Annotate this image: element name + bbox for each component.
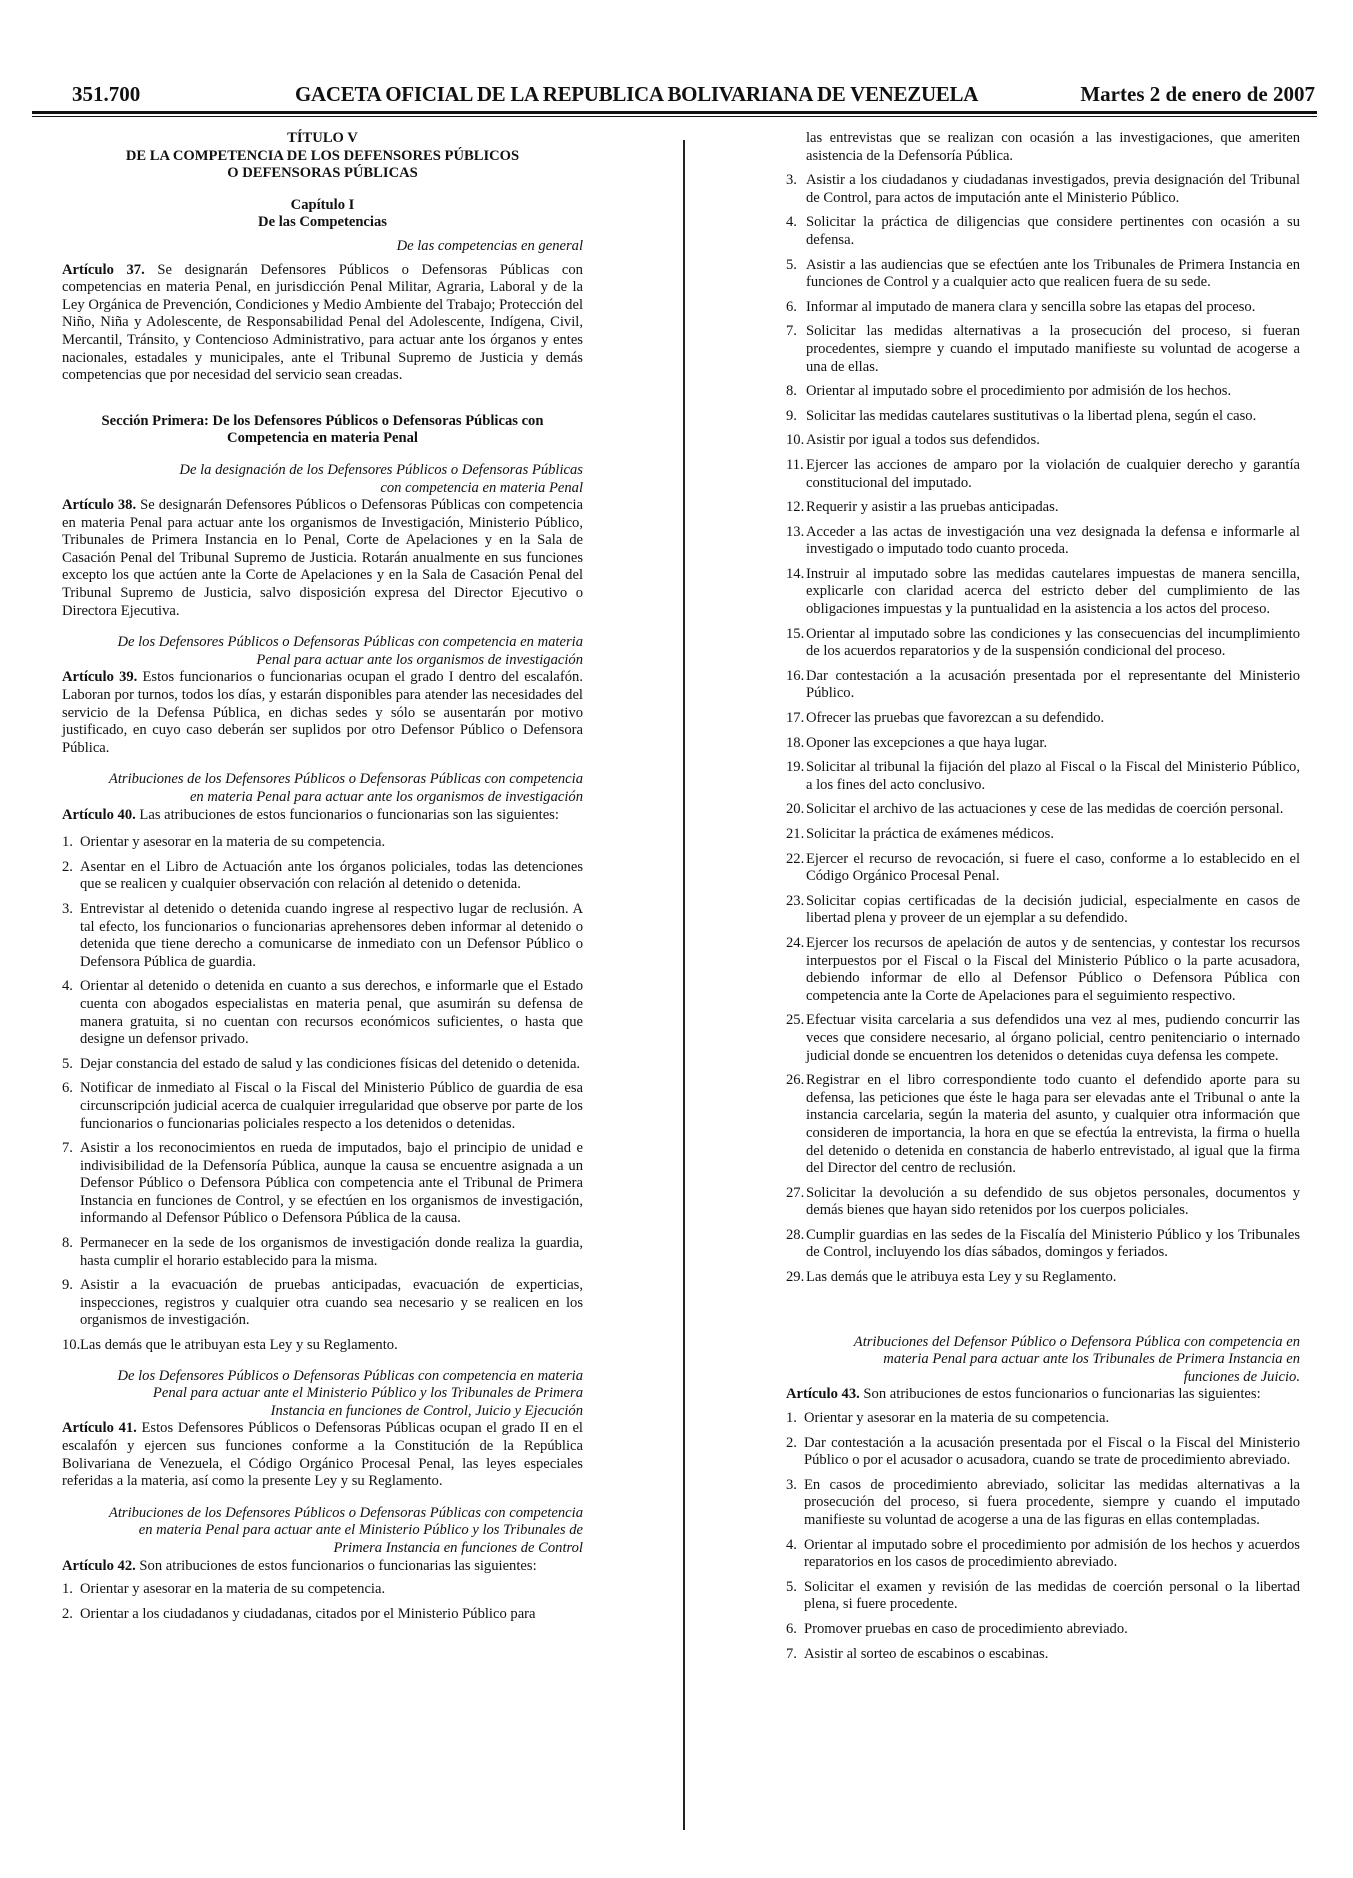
list-item-text: Registrar en el libro correspondiente todo cuanto el defendido aporte para su defensa, las peticiones que éste le haga para ser elevadas ante el Tribunal o ante la instancia carcelaria, según la materia del asunto, y cualquier otra información que consideren de importancia, la hora en que se efectúa la entrevista, la firma o huella del detenido o detenida en constancia de haberlo entrevistado, al igual que la firma del Director del centro de reclusión. <box>806 1072 1300 1177</box>
titulo-heading: TÍTULO V <box>287 130 358 146</box>
list-item-number: 8. <box>62 1235 73 1252</box>
list-item-text: Asistir al sorteo de escabinos o escabinas. <box>804 1645 1049 1662</box>
list-item-text: Instruir al imputado sobre las medidas cautelares impuestas de manera sencilla, explicarle con claridad acerca del estricto deber del cumplimiento de las obligaciones impuestas y la puntualidad en la asistencia a los actos del proceso. <box>806 565 1300 618</box>
list-item <box>786 735 1300 753</box>
list-item-number: 14. <box>786 565 805 582</box>
list-item <box>786 1579 1300 1614</box>
list-item <box>786 524 1300 559</box>
article-41 <box>62 1420 583 1490</box>
list-item-text: Dar contestación a la acusación presentada por el representante del Ministerio Público. <box>806 667 1300 702</box>
titulo-subheading-2: O DEFENSORAS PÚBLICAS <box>227 165 418 182</box>
list-item-text: Orientar al imputado sobre las condiciones y las consecuencias del incumplimiento de los acuerdos reparatorios y de la suspensión condicional del proceso. <box>806 625 1300 660</box>
article-label: Artículo 43. <box>786 1386 860 1403</box>
list-item-number: 8. <box>786 383 797 400</box>
rubric-art37: De las competencias en general <box>396 237 583 254</box>
list-item <box>786 851 1300 886</box>
column-divider <box>683 140 685 1830</box>
list-item-text: Solicitar las medidas cautelares sustitutivas o la libertad plena, según el caso. <box>806 407 1257 424</box>
article-40 <box>62 807 583 825</box>
list-item-number: 4. <box>786 1536 797 1553</box>
list-item-number: 2. <box>786 1434 797 1451</box>
list-item-number: 1. <box>786 1410 797 1427</box>
list-item-number: 6. <box>62 1080 73 1097</box>
article-42 <box>62 1558 583 1576</box>
article-43 <box>786 1386 1300 1404</box>
article-label: Artículo 40. <box>62 806 136 823</box>
list-item-number: 4. <box>62 978 73 995</box>
list-item-text: Asistir a los ciudadanos y ciudadanas investigados, previa designación del Tribunal de Control, para actos de imputación ante el Ministerio Público. <box>806 172 1300 206</box>
list-item-number: 4. <box>786 214 797 231</box>
list-item-number: 16. <box>786 667 805 684</box>
article-43-list <box>786 1410 1300 1663</box>
list-item-text: Solicitar la práctica de diligencias que considere pertinentes con ocasión a su defensa. <box>806 214 1300 248</box>
page-number: 351.700 <box>72 82 141 106</box>
list-item-number: 7. <box>62 1140 73 1157</box>
list-item-text: Notificar de inmediato al Fiscal o la Fiscal del Ministerio Público de guardia de esa circunscripción judicial acerca de cualquier irregularidad que observe por parte de los funcionarios o funcionarias policiales respecto a los detenidos o detenidas. <box>80 1080 583 1132</box>
section-heading: Sección Primera: De los Defensores Públicos o Defensoras Públicas con <box>101 412 544 429</box>
list-item <box>62 1606 583 1624</box>
list-item-number: 9. <box>62 1277 73 1294</box>
list-item <box>786 1621 1300 1639</box>
list-item <box>786 408 1300 426</box>
rubric-art41-3: Instancia en funciones de Control, Juicio y Ejecución <box>270 1402 583 1419</box>
list-item <box>62 1080 583 1133</box>
article-42-list-continued <box>786 172 1300 1286</box>
list-item-text: Ofrecer las pruebas que favorezcan a su defendido. <box>806 710 1105 727</box>
list-item <box>62 1056 583 1074</box>
list-item <box>62 1337 583 1355</box>
list-item <box>786 383 1300 401</box>
article-label: Artículo 38. <box>62 497 137 514</box>
list-item-text: Permanecer en la sede de los organismos de investigación donde realiza la guardia, hasta cumplir el horario establecido para la misma. <box>80 1235 583 1269</box>
article-text: Se designarán Defensores Públicos o Defensoras Públicas con competencias en materia Penal, en jurisdicción Penal Militar, Agraria, Laboral y de la Ley Orgánica de Prevención, Condiciones y Medio Ambiente del Trabajo; Protección del Niño, Niña y Adolescente, de Responsabilidad Penal del Adolescente, Indígena, Civil, Mercantil, Tránsito, y Contencioso Administrativo, para actuar ante los órganos y entes nacionales, estadales y municipales, ante el Tribunal Supremo de Justicia y demás competencias que por necesidad del servicio sean creadas. <box>62 261 583 384</box>
rubric-art39-2: Penal para actuar ante los organismos de investigación <box>256 651 583 668</box>
list-item-number: 23. <box>786 892 805 909</box>
list-item <box>62 1235 583 1270</box>
article-text: Son atribuciones de estos funcionarios o funcionarias las siguientes: <box>135 1557 537 1574</box>
rubric-art42: Atribuciones de los Defensores Públicos o Defensoras Públicas con competencia <box>108 1504 583 1521</box>
article-label: Artículo 41. <box>62 1420 137 1437</box>
list-item-number: 26. <box>786 1072 805 1089</box>
rubric-art40: Atribuciones de los Defensores Públicos o Defensoras Públicas con competencia <box>108 771 583 788</box>
rubric-art43-2: materia Penal para actuar ante los Tribunales de Primera Instancia en <box>883 1351 1300 1368</box>
gazette-header <box>40 82 1315 108</box>
list-item <box>786 172 1300 207</box>
list-item-text: Orientar al detenido o detenida en cuanto a sus derechos, e informarle que el Estado cuenta con abogados especialistas en materia penal, que asumirán su defensa de manera gratuita, si no cuentan con recursos económicos suficientes, o hasta que designe un defensor privado. <box>80 978 583 1048</box>
titulo-subheading: DE LA COMPETENCIA DE LOS DEFENSORES PÚBLICOS <box>125 147 520 164</box>
article-label: Artículo 39. <box>62 669 138 686</box>
list-item <box>786 499 1300 517</box>
article-38 <box>62 497 583 620</box>
right-column <box>786 130 1300 1670</box>
article-text: Son atribuciones de estos funcionarios o funcionarias las siguientes: <box>859 1386 1261 1403</box>
list-item-text: Dar contestación a la acusación presentada por el Fiscal o la Fiscal del Ministerio Público o por el acusador o acusadora, cuando se trate de procedimiento abreviado. <box>804 1434 1300 1469</box>
list-item-number: 12. <box>786 499 805 516</box>
article-label: Artículo 37. <box>62 261 145 278</box>
list-item <box>62 834 583 852</box>
list-item <box>786 1477 1300 1530</box>
list-item-number: 10. <box>786 432 805 449</box>
list-item-text: Solicitar al tribunal la fijación del plazo al Fiscal o la Fiscal del Ministerio Público, a los fines del acto conclusivo. <box>806 759 1300 793</box>
list-item <box>786 299 1300 317</box>
list-item-number: 15. <box>786 625 805 642</box>
list-item-number: 11. <box>786 456 804 473</box>
rubric-art41-2: Penal para actuar ante el Ministerio Público y los Tribunales de Primera <box>152 1385 583 1402</box>
list-item-number: 20. <box>786 801 805 818</box>
list-item-number: 6. <box>786 1620 797 1637</box>
list-item-number: 3. <box>786 1476 797 1493</box>
list-item <box>62 1140 583 1228</box>
list-item-number: 25. <box>786 1012 805 1029</box>
list-item-number: 1. <box>62 834 73 851</box>
list-item-text: Promover pruebas en caso de procedimiento abreviado. <box>804 1620 1128 1637</box>
capitulo-subheading: De las Competencias <box>258 214 387 231</box>
article-text: Estos funcionarios o funcionarias ocupan el grado I dentro del escalafón. Laboran por turnos, todos los días, y estarán disponibles para atender las necesidades del servicio de la Defensa Pública, en dichas sedes y sólo se ausentarán por motivo justificado, en cuyo caso deberán ser suplidos por otro Defensor Público o Defensora Pública. <box>62 669 583 756</box>
list-item-text: Orientar al imputado sobre el procedimiento por admisión de los hechos. <box>806 383 1232 400</box>
rubric-art38: De la designación de los Defensores Públicos o Defensoras Públicas <box>179 461 583 478</box>
list-item-text: Asentar en el Libro de Actuación ante los órganos policiales, todas las detenciones que se realicen y cualquier observación con relación al detenido o detenida. <box>80 858 583 893</box>
list-item <box>62 1581 583 1599</box>
list-item <box>786 1646 1300 1664</box>
article-text: Las atribuciones de estos funcionarios o funcionarias son las siguientes: <box>135 806 559 823</box>
header-rule-thin <box>32 116 1317 117</box>
rubric-art38-2: con competencia en materia Penal <box>380 479 583 496</box>
list-item <box>786 1537 1300 1572</box>
left-column <box>62 130 583 1630</box>
article-text: Estos Defensores Públicos o Defensoras Públicas ocupan el grado II en el escalafón y ejercen sus funciones conforme a la Constitución de la República Bolivariana de Venezuela, el Código Orgánico Procesal Penal, las leyes especiales referidas a la materia, así como la presente Ley y su Reglamento. <box>62 1420 583 1490</box>
list-item-number: 5. <box>62 1055 73 1072</box>
list-item <box>786 1012 1300 1065</box>
rubric-art42-2: en materia Penal para actuar ante el Ministerio Público y los Tribunales de <box>138 1522 583 1539</box>
list-item-text: Orientar y asesorar en la materia de su competencia. <box>804 1410 1110 1427</box>
list-item <box>786 710 1300 728</box>
list-item <box>786 759 1300 794</box>
list-item-text: Orientar a los ciudadanos y ciudadanas, citados por el Ministerio Público para <box>80 1605 536 1622</box>
list-item-text: Orientar al imputado sobre el procedimiento por admisión de los hechos y acuerdos reparatorios en los casos de procedimiento abreviado. <box>804 1536 1300 1571</box>
rubric-art39: De los Defensores Públicos o Defensoras Públicas con competencia en materia <box>117 634 583 651</box>
rubric-art42-3: Primera Instancia en funciones de Control <box>333 1539 583 1556</box>
section-heading-2: Competencia en materia Penal <box>227 430 418 447</box>
capitulo-heading: Capítulo I <box>290 196 355 213</box>
list-item-number: 3. <box>62 900 73 917</box>
list-item-text: Ejercer el recurso de revocación, si fuere el caso, conforme a lo establecido en el Código Orgánico Procesal Penal. <box>806 850 1300 885</box>
list-item-text: Ejercer los recursos de apelación de autos y de sentencias, y contestar los recursos interpuestos por el Fiscal o la Fiscal del Ministerio Público o la parte acusadora, debiendo informar de ello al Defensor Público o Defensora Pública con competencia ante la Corte de Apelaciones para el seguimiento respectivo. <box>806 934 1300 1004</box>
list-item <box>786 935 1300 1005</box>
list-item-text: Solicitar el examen y revisión de las medidas de coerción personal o la libertad plena, si fuere procedente. <box>804 1578 1300 1613</box>
rubric-art43-3: funciones de Juicio. <box>1183 1368 1300 1385</box>
list-item-number: 7. <box>786 1645 797 1662</box>
rubric-art40-2: en materia Penal para actuar ante los organismos de investigación <box>189 789 583 805</box>
list-item-text: Requerir y asistir a las pruebas anticipadas. <box>806 499 1059 516</box>
list-item-text: Efectuar visita carcelaria a sus defendidos una vez al mes, pudiendo concurrir las veces que considere necesario, al órgano policial, centro penitenciario o internado judicial donde se encuentren los detenidos o detenidas cuya defensa les compete. <box>806 1012 1300 1064</box>
article-40-list <box>62 834 583 1354</box>
list-item-text: Las demás que le atribuya esta Ley y su Reglamento. <box>806 1269 1117 1286</box>
list-item-number: 5. <box>786 1578 797 1595</box>
article-text: Se designarán Defensores Públicos o Defensoras Públicas con competencia en materia Penal para actuar ante los organismos de Investigación, Ministerio Público, Tribunales de Primera Instancia en lo Penal, Corte de Apelaciones y en la Sala de Casación Penal del Tribunal Supremo de Justicia. Rotarán anualmente en sus funciones excepto los que actúen ante la Corte de Apelaciones y en la Sala de Casación Penal del Tribunal Supremo de Justicia, salvo disposición expresa del Director Ejecutivo o Directora Ejecutiva. <box>62 497 583 619</box>
list-item-text: Acceder a las actas de investigación una vez designada la defensa e informarle al investigado o imputado todo cuanto proceda. <box>806 523 1300 558</box>
list-item-number: 13. <box>786 523 805 540</box>
list-item-text: Informar al imputado de manera clara y sencilla sobre las etapas del proceso. <box>806 298 1256 315</box>
list-item-number: 19. <box>786 759 805 776</box>
header-rule <box>32 111 1317 114</box>
list-item-number: 27. <box>786 1184 805 1201</box>
list-item <box>786 1269 1300 1287</box>
list-item <box>62 859 583 894</box>
list-item-text: Solicitar la práctica de exámenes médicos. <box>806 826 1054 842</box>
rubric-art43: Atribuciones del Defensor Público o Defensora Pública con competencia en <box>853 1333 1300 1350</box>
list-item-text: Entrevistar al detenido o detenida cuando ingrese al respectivo lugar de reclusión. A tal efecto, los funcionarios o funcionarias aprehensores deben informar al detenido o detenida que tiene derecho a comunicarse de inmediato con un Defensor Público o Defensora Pública de guardia. <box>80 900 583 970</box>
list-item-text: Asistir a las audiencias que se efectúen ante los Tribunales de Primera Instancia en funciones de Control y a cualquier acto que realicen fuera de su sede. <box>806 256 1300 291</box>
list-item-number: 2. <box>62 858 73 875</box>
list-item <box>786 257 1300 292</box>
article-37 <box>62 262 583 385</box>
list-item <box>786 323 1300 376</box>
list-item-text: Asistir por igual a todos sus defendidos. <box>806 432 1040 449</box>
list-item <box>786 432 1300 450</box>
article-39 <box>62 669 583 757</box>
list-item-number: 10. <box>62 1337 81 1354</box>
list-item-number: 2. <box>62 1605 73 1622</box>
publication-date: Martes 2 de enero de 2007 <box>1080 82 1315 106</box>
list-item-number: 24. <box>786 934 805 951</box>
list-item-number: 17. <box>786 710 805 727</box>
list-item <box>786 668 1300 703</box>
list-item-text: Cumplir guardias en las sedes de la Fiscalía del Ministerio Público y los Tribunales de Control, incluyendo los días sábados, domingos y feriados. <box>806 1226 1300 1261</box>
list-item-number: 7. <box>786 323 797 340</box>
list-item-number: 3. <box>786 172 797 189</box>
list-item-text: Orientar y asesorar en la materia de su competencia. <box>80 1581 386 1598</box>
list-item <box>786 893 1300 928</box>
list-item-number: 18. <box>786 734 805 751</box>
list-item-text: Dejar constancia del estado de salud y las condiciones físicas del detenido o detenida. <box>80 1055 581 1072</box>
list-item <box>786 1185 1300 1220</box>
list-item <box>786 1435 1300 1470</box>
list-item <box>786 457 1300 492</box>
list-item <box>786 1227 1300 1262</box>
list-item-text: Asistir a los reconocimientos en rueda de imputados, bajo el principio de unidad e indivisibilidad de la Defensoría Pública, aunque la causa se encuentre asignada a un Defensor Público o Defensora Pública con competencia ante el Tribunal de Primera Instancia en funciones de Control, y se efectúen en los organismos de investigación, informando al Defensor Público o Defensora Pública de la causa. <box>80 1140 583 1227</box>
list-item <box>62 978 583 1048</box>
list-item-text: Solicitar el archivo de las actuaciones y cese de las medidas de coerción personal. <box>806 801 1284 818</box>
list-item-text: En casos de procedimiento abreviado, solicitar las medidas alternativas a la prosecución del proceso, si fuera procedente, siempre y cuando el imputado manifieste su voluntad de acogerse a una de las figuras en ellas contempladas. <box>804 1476 1300 1528</box>
list-item-text: Orientar y asesorar en la materia de su competencia. <box>80 834 386 851</box>
article-42-continued: las entrevistas que se realizan con ocasión a las investigaciones, que ameriten asistencia de la Defensoría Pública. <box>806 130 1300 164</box>
list-item-number: 6. <box>786 298 797 315</box>
list-item <box>786 1072 1300 1178</box>
list-item-number: 21. <box>786 826 805 842</box>
list-item <box>786 626 1300 661</box>
list-item-number: 29. <box>786 1269 805 1286</box>
list-item-text: Solicitar la devolución a su defendido de sus objetos personales, documentos y demás bienes que hayan sido retenidos por los cuerpos policiales. <box>806 1184 1300 1219</box>
rubric-art41: De los Defensores Públicos o Defensoras Públicas con competencia en materia <box>117 1367 583 1384</box>
list-item-number: 9. <box>786 407 797 424</box>
article-label: Artículo 42. <box>62 1557 136 1574</box>
list-item-number: 22. <box>786 850 805 867</box>
list-item-text: Solicitar copias certificadas de la decisión judicial, especialmente en casos de libertad plena y proveer de un ejemplar a su defendido. <box>806 892 1300 927</box>
list-item-text: Asistir a la evacuación de pruebas anticipadas, evacuación de experticias, inspecciones, registros y cualquier otra cuando sea necesario y se realicen en los organismos de investigación. <box>80 1277 583 1329</box>
list-item <box>786 826 1300 844</box>
list-item-text: Oponer las excepciones a que haya lugar. <box>806 734 1048 751</box>
list-item <box>786 214 1300 249</box>
list-item-number: 1. <box>62 1581 73 1598</box>
list-item <box>62 1277 583 1330</box>
list-item <box>786 801 1300 819</box>
list-item <box>786 1410 1300 1428</box>
list-item-text: Solicitar las medidas alternativas a la prosecución del proceso, si fueran procedentes, siempre y cuando el imputado manifieste su voluntad de acogerse a una de ellas. <box>806 323 1300 375</box>
list-item-text: Ejercer las acciones de amparo por la violación de cualquier derecho y garantía constitucional del imputado. <box>806 456 1300 491</box>
list-item-number: 28. <box>786 1226 805 1243</box>
list-item <box>786 566 1300 619</box>
list-item-number: 5. <box>786 256 797 273</box>
list-item <box>62 901 583 971</box>
article-42-list <box>62 1581 583 1623</box>
list-item-text: Las demás que le atribuyan esta Ley y su Reglamento. <box>80 1337 398 1354</box>
publication-title: GACETA OFICIAL DE LA REPUBLICA BOLIVARIANA DE VENEZUELA <box>295 82 979 106</box>
